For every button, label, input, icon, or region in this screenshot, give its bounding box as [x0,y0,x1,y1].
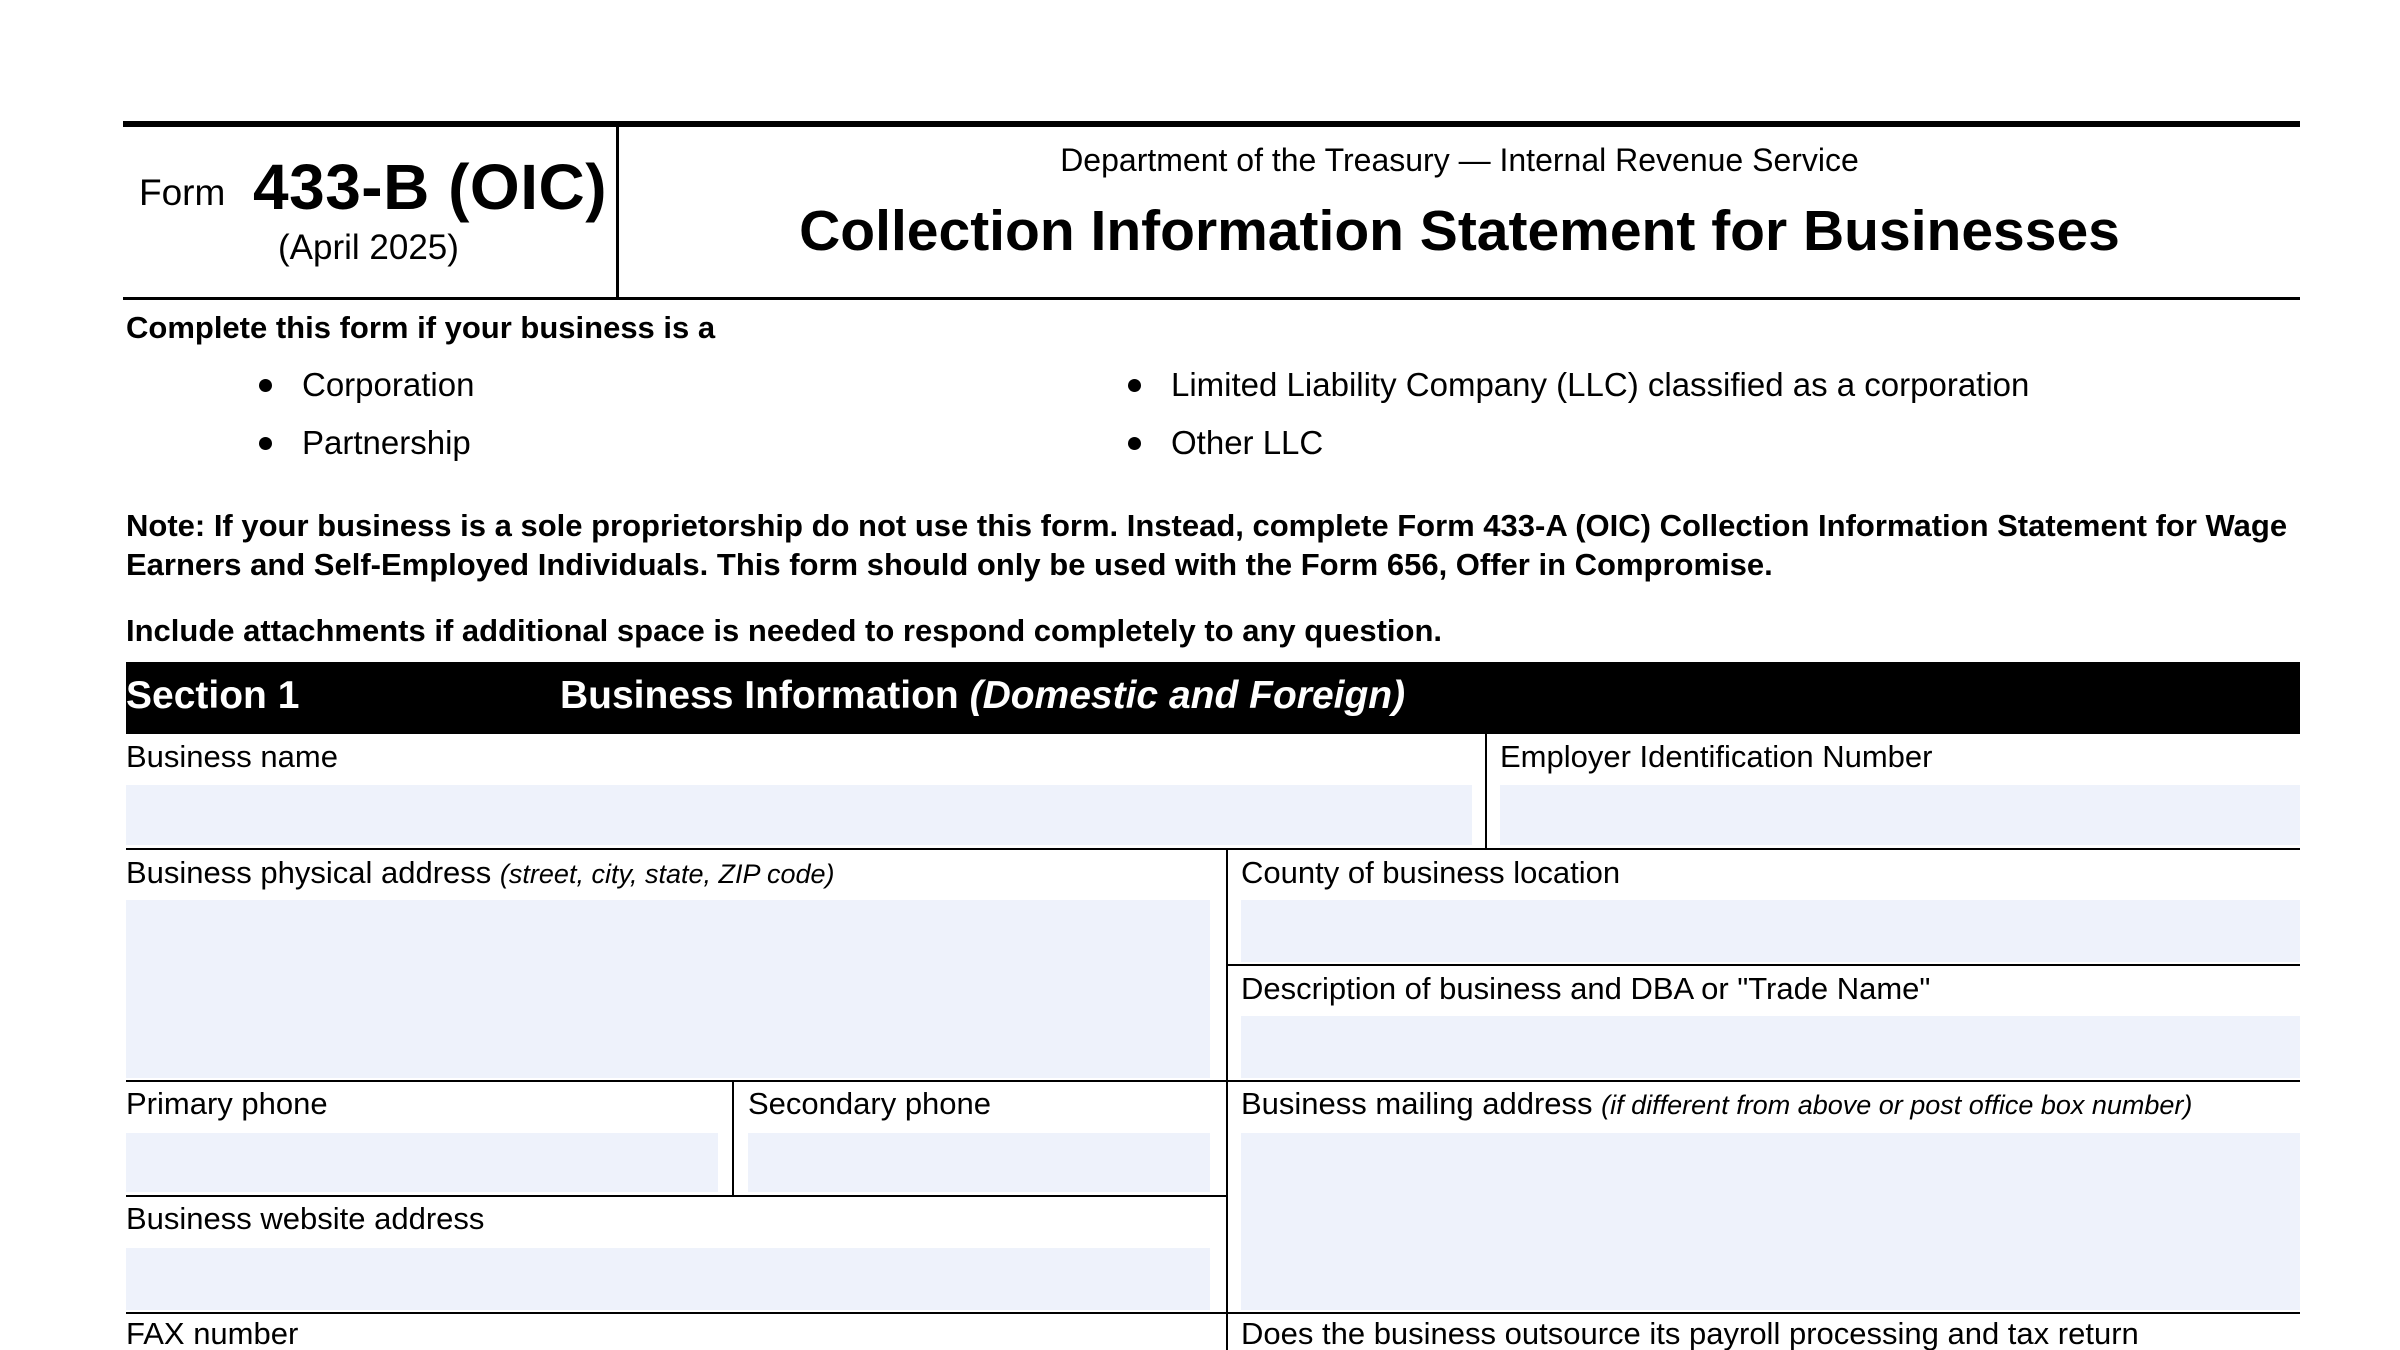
description-input[interactable] [1241,1016,2300,1078]
physical-address-label-text: Business physical address [126,855,492,890]
row-divider [126,1080,2300,1082]
secondary-phone-label: Secondary phone [748,1086,992,1121]
section-title-qualifier: (Domestic and Foreign) [969,674,1406,717]
bullet-icon [259,379,272,392]
section-title [560,674,1405,718]
bullet-icon [1128,379,1141,392]
top-rule [123,121,2300,127]
bullet-icon [259,437,272,450]
row-divider [126,1312,2300,1314]
field-divider [732,1081,734,1196]
entity-type-label: Corporation [302,366,475,403]
mailing-address-label [1241,1086,2192,1123]
entity-type-label: Other LLC [1171,424,1324,461]
website-label: Business website address [126,1201,485,1236]
website-input[interactable] [126,1248,1210,1310]
entity-type-item [259,424,471,462]
column-divider [1226,849,1228,1350]
row-divider [126,848,2300,850]
business-name-label: Business name [126,739,338,774]
fax-label: FAX number [126,1316,299,1350]
mailing-address-input[interactable] [1241,1133,2300,1310]
secondary-phone-input[interactable] [748,1133,1210,1192]
section-1-header [126,662,2300,734]
ein-label: Employer Identification Number [1500,739,1933,774]
county-label: County of business location [1241,855,1621,890]
header-rule [123,297,2300,300]
department-line: Department of the Treasury — Internal Revenue Service [1060,142,1859,178]
description-label: Description of business and DBA or "Trade Name" [1241,971,1931,1006]
mailing-address-hint: (if different from above or post office box number) [1601,1090,2193,1120]
business-name-input[interactable] [126,785,1472,845]
entity-type-item [259,366,474,404]
physical-address-label [126,855,835,892]
form-date: (April 2025) [278,228,459,267]
primary-phone-label: Primary phone [126,1086,328,1121]
page-title: Collection Information Statement for Businesses [799,199,2120,263]
section-title-text: Business Information [560,674,959,717]
section-number: Section 1 [126,674,300,717]
primary-phone-input[interactable] [126,1133,718,1192]
form-number: 433-B (OIC) [253,151,607,223]
county-input[interactable] [1241,900,2300,962]
intro-lead: Complete this form if your business is a [126,310,716,345]
bullet-icon [1128,437,1141,450]
field-divider [1485,734,1487,849]
row-divider [1226,964,2300,966]
form-word: Form [139,172,226,213]
entity-type-label: Partnership [302,424,471,461]
payroll-question-label: Does the business outsource its payroll processing and tax return [1241,1316,2139,1350]
physical-address-hint: (street, city, state, ZIP code) [499,859,835,889]
entity-type-label: Limited Liability Company (LLC) classified as a corporation [1171,366,2030,403]
entity-type-item [1128,366,2029,404]
entity-type-item [1128,424,1323,462]
note-paragraph: Note: If your business is a sole proprietorship do not use this form. Instead, complete Form 433-A (OIC) Collection Information Statement for Wage Earners and Self-Employed Individuals. This form should only be used with the Form 656, Offer in Compromise. [126,508,2288,582]
attachments-instruction: Include attachments if additional space is needed to respond completely to any question. [126,613,1443,648]
physical-address-input[interactable] [126,900,1210,1078]
row-divider [126,1195,1226,1197]
mailing-address-label-text: Business mailing address [1241,1086,1593,1121]
ein-input[interactable] [1500,785,2300,845]
